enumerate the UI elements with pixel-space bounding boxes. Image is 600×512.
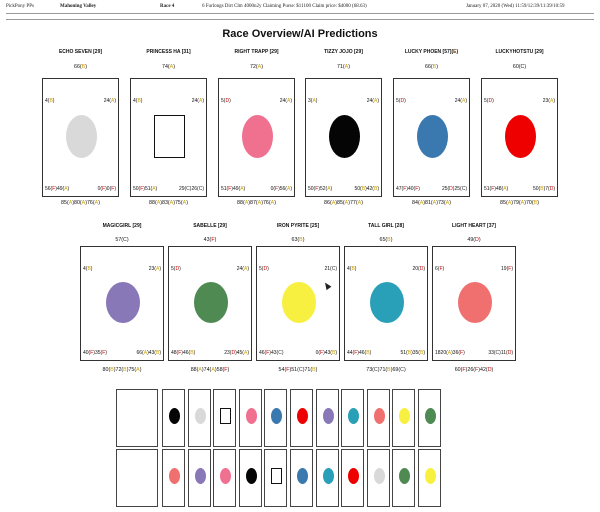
pppp-mini-card[interactable] (188, 389, 211, 447)
rate-value: 24(A) (191, 98, 204, 104)
mini-saddle-cloth-oval (169, 468, 180, 484)
saddle-cloth-oval (417, 115, 448, 158)
track-name: Mahoning Valley (60, 4, 97, 9)
horse-speed-rating: 63(B) (291, 237, 305, 243)
fps-values: 50(F)52(A) (308, 186, 333, 192)
race-datetime: January 07, 2020 (Wed) 11:59/12:39/11:39/10:59 (466, 4, 565, 9)
saddle-cloth-oval (505, 115, 536, 158)
pppp-mini-card[interactable] (213, 389, 236, 447)
pppp-mini-card[interactable] (392, 389, 415, 447)
app-name: PickPony PPs (6, 4, 34, 9)
rate-value: 24(A) (103, 98, 116, 104)
pppp-mini-card[interactable] (264, 449, 287, 507)
rate-value: 24(A) (279, 98, 292, 104)
saddle-cloth-oval (66, 115, 97, 158)
mini-saddle-cloth-oval (399, 408, 410, 424)
race-details: 6 Furlongs Dirt Clm 4000n2y Claiming Purse: $11100 Claim price: $4000 (68.63) (202, 4, 367, 9)
mini-saddle-cloth-oval (323, 468, 334, 484)
horse-footer-ratings: 73(C)71(B)69(C) (366, 367, 406, 373)
mini-saddle-cloth-oval (246, 468, 257, 484)
fin-value: 5(D) (396, 98, 406, 104)
jcky-values: 25(D)25(C) (441, 186, 467, 192)
fps-values: 46(F)43(C) (259, 350, 284, 356)
mini-saddle-cloth-oval (323, 408, 334, 424)
header-divider (6, 13, 594, 14)
horse-speed-rating: 43(F) (203, 237, 217, 243)
horse-footer-ratings: 84(A)81(A)73(A) (412, 200, 451, 206)
pppp-mini-card[interactable] (367, 449, 390, 507)
saddle-cloth-oval (242, 115, 273, 158)
horse-card[interactable] (80, 246, 164, 361)
saddle-cloth-oval (282, 282, 316, 323)
jcky-values: 51(B)35(B) (400, 350, 425, 356)
horse-name: SABELLE [29] (193, 223, 227, 229)
rate-value: 23(A) (148, 266, 161, 272)
saddle-cloth-oval (458, 282, 492, 323)
jcky-values: 0(F)0(F) (97, 186, 116, 192)
pppp-mini-card[interactable] (239, 389, 262, 447)
horse-footer-ratings: 80(B)72(B)75(A) (102, 367, 142, 373)
pppp-mini-card[interactable] (316, 449, 339, 507)
fps-values: 48(F)46(B) (171, 350, 196, 356)
saddle-cloth-oval (329, 115, 360, 158)
pppp-mini-card[interactable] (341, 389, 364, 447)
rate-value: 24(A) (454, 98, 467, 104)
mini-saddle-cloth-oval (271, 408, 282, 424)
pppp-mini-card[interactable] (418, 389, 441, 447)
horse-speed-rating: 72(A) (250, 64, 263, 70)
horse-speed-rating: 57(C) (115, 237, 129, 243)
fps-values: 40(F)35(F) (83, 350, 107, 356)
rate-value: 19(F) (501, 266, 513, 272)
horse-card[interactable] (218, 78, 295, 197)
pppp-mini-card[interactable] (239, 449, 262, 507)
jcky-values: 0(F)56(A) (270, 186, 292, 192)
fin-value: 6(F) (435, 266, 445, 272)
jcky-values: 33(C)11(D) (488, 350, 513, 356)
pppp-label-card (116, 389, 158, 447)
pppp-mini-card[interactable] (418, 449, 441, 507)
horse-footer-ratings: 85(A)80(A)76(A) (61, 200, 100, 206)
fin-value: 5(D) (221, 98, 231, 104)
horse-card[interactable] (305, 78, 382, 197)
mini-saddle-cloth-oval (246, 408, 257, 424)
horse-card[interactable] (256, 246, 340, 361)
mini-saddle-cloth-box (220, 408, 231, 424)
mini-saddle-cloth-oval (297, 408, 308, 424)
horse-name: MAGICGIRL [29] (102, 223, 142, 229)
horse-name: LUCKY PHOEN [57](E) (404, 49, 459, 55)
jcky-values: 23(D)45(A) (224, 350, 249, 356)
horse-name: ECHO SEVEN [29] (58, 49, 103, 55)
jcky-values: 50(B)7(D) (533, 186, 555, 192)
mini-saddle-cloth-oval (297, 468, 308, 484)
fin-value: 5(D) (484, 98, 494, 104)
fin-value: 4(B) (83, 266, 93, 272)
horse-name: PRINCESS HA [31] (146, 49, 191, 55)
horse-name: TALL GIRL [28] (368, 223, 404, 229)
horse-card[interactable] (168, 246, 252, 361)
rate-value: 24(A) (236, 266, 249, 272)
horse-card[interactable] (344, 246, 428, 361)
horse-name: TIZZY JOJO [29] (324, 49, 363, 55)
jcky-values: 29(C)26(C) (178, 186, 204, 192)
mini-saddle-cloth-oval (374, 468, 385, 484)
rate-value: 21(C) (324, 266, 337, 272)
horse-speed-rating: 66(B) (425, 64, 438, 70)
saddle-cloth-oval (370, 282, 404, 323)
jcky-values: 0(F)43(B) (315, 350, 337, 356)
horse-footer-ratings: 54(F)51(C)71(B) (278, 367, 318, 373)
horse-speed-rating: 71(A) (337, 64, 350, 70)
pppp-mini-card[interactable] (162, 389, 185, 447)
horse-footer-ratings: 60(F)26(F)42(D) (454, 367, 494, 373)
fin-value: 5(D) (171, 266, 181, 272)
mini-saddle-cloth-oval (195, 468, 206, 484)
mini-saddle-cloth-oval (425, 468, 436, 484)
mini-saddle-cloth-oval (169, 408, 180, 424)
pppp-mini-card[interactable] (264, 389, 287, 447)
horse-footer-ratings: 86(A)85(A)77(A) (324, 200, 363, 206)
header-divider-lower (6, 19, 594, 20)
jcky-values: 50(B)42(B) (354, 186, 379, 192)
mini-saddle-cloth-oval (220, 468, 231, 484)
report-header (0, 0, 600, 14)
fin-value: 4(B) (45, 98, 55, 104)
horse-card[interactable] (42, 78, 119, 197)
horse-card[interactable] (481, 78, 558, 197)
horse-speed-rating: 65(B) (379, 237, 393, 243)
pppp-mini-card[interactable] (367, 389, 390, 447)
fps-values: 44(F)46(B) (347, 350, 372, 356)
mini-saddle-cloth-box (271, 468, 282, 484)
horse-footer-ratings: 88(A)87(A)76(A) (237, 200, 276, 206)
pppp-label-card (116, 449, 158, 507)
horse-name: RIGHT TRAPP [29] (234, 49, 279, 55)
horse-speed-rating: 49(D) (467, 237, 481, 243)
saddle-cloth-oval (194, 282, 228, 323)
horse-footer-ratings: 88(A)74(A)58(F) (190, 367, 230, 373)
mini-saddle-cloth-oval (425, 408, 436, 424)
mini-saddle-cloth-oval (348, 468, 359, 484)
fps-values: 51(F)49(A) (221, 186, 246, 192)
horse-footer-ratings: 88(A)83(A)75(A) (149, 200, 188, 206)
mini-saddle-cloth-oval (195, 408, 206, 424)
fps-values: 1820(A)36(F) (435, 350, 465, 356)
horse-speed-rating: 74(A) (162, 64, 175, 70)
fin-value: 4(B) (133, 98, 143, 104)
horse-footer-ratings: 85(A)79(A)70(B) (500, 200, 539, 206)
rate-value: 20(D) (412, 266, 425, 272)
horse-speed-rating: 66(B) (74, 64, 87, 70)
pppp-mini-card[interactable] (290, 449, 313, 507)
horse-card[interactable] (393, 78, 470, 197)
fps-values: 51(F)48(A) (484, 186, 509, 192)
pppp-mini-card[interactable] (162, 449, 185, 507)
mini-saddle-cloth-oval (374, 408, 385, 424)
horse-name: LUCKYHOTSTU [29] (495, 49, 544, 55)
pppp-mini-card[interactable] (392, 449, 415, 507)
horse-card[interactable] (130, 78, 207, 197)
horse-card[interactable] (432, 246, 516, 361)
pppp-mini-card[interactable] (290, 389, 313, 447)
horse-name: LIGHT HEART [37] (452, 223, 496, 229)
fin-value: 4(B) (347, 266, 357, 272)
horse-name: IRON PYRITE [25] (276, 223, 320, 229)
rate-value: 24(A) (366, 98, 379, 104)
horse-speed-rating: 60(C) (512, 64, 527, 70)
fin-value: 3(A) (308, 98, 318, 104)
fps-values: 47(F)40(F) (396, 186, 420, 192)
pppp-mini-card[interactable] (188, 449, 211, 507)
race-number: Race 4 (160, 4, 175, 9)
fin-value: 5(D) (259, 266, 269, 272)
pppp-mini-card[interactable] (341, 449, 364, 507)
jcky-values: 66(A)43(B) (136, 350, 161, 356)
page-title: Race Overview/AI Predictions (222, 28, 378, 40)
mini-saddle-cloth-oval (399, 468, 410, 484)
pppp-mini-card[interactable] (213, 449, 236, 507)
fps-values: 56(F)49(A) (45, 186, 70, 192)
saddle-cloth-box (154, 115, 185, 158)
mini-saddle-cloth-oval (348, 408, 359, 424)
fps-values: 50(F)51(A) (133, 186, 158, 192)
pppp-mini-card[interactable] (316, 389, 339, 447)
saddle-cloth-oval (106, 282, 140, 323)
rate-value: 23(A) (542, 98, 555, 104)
